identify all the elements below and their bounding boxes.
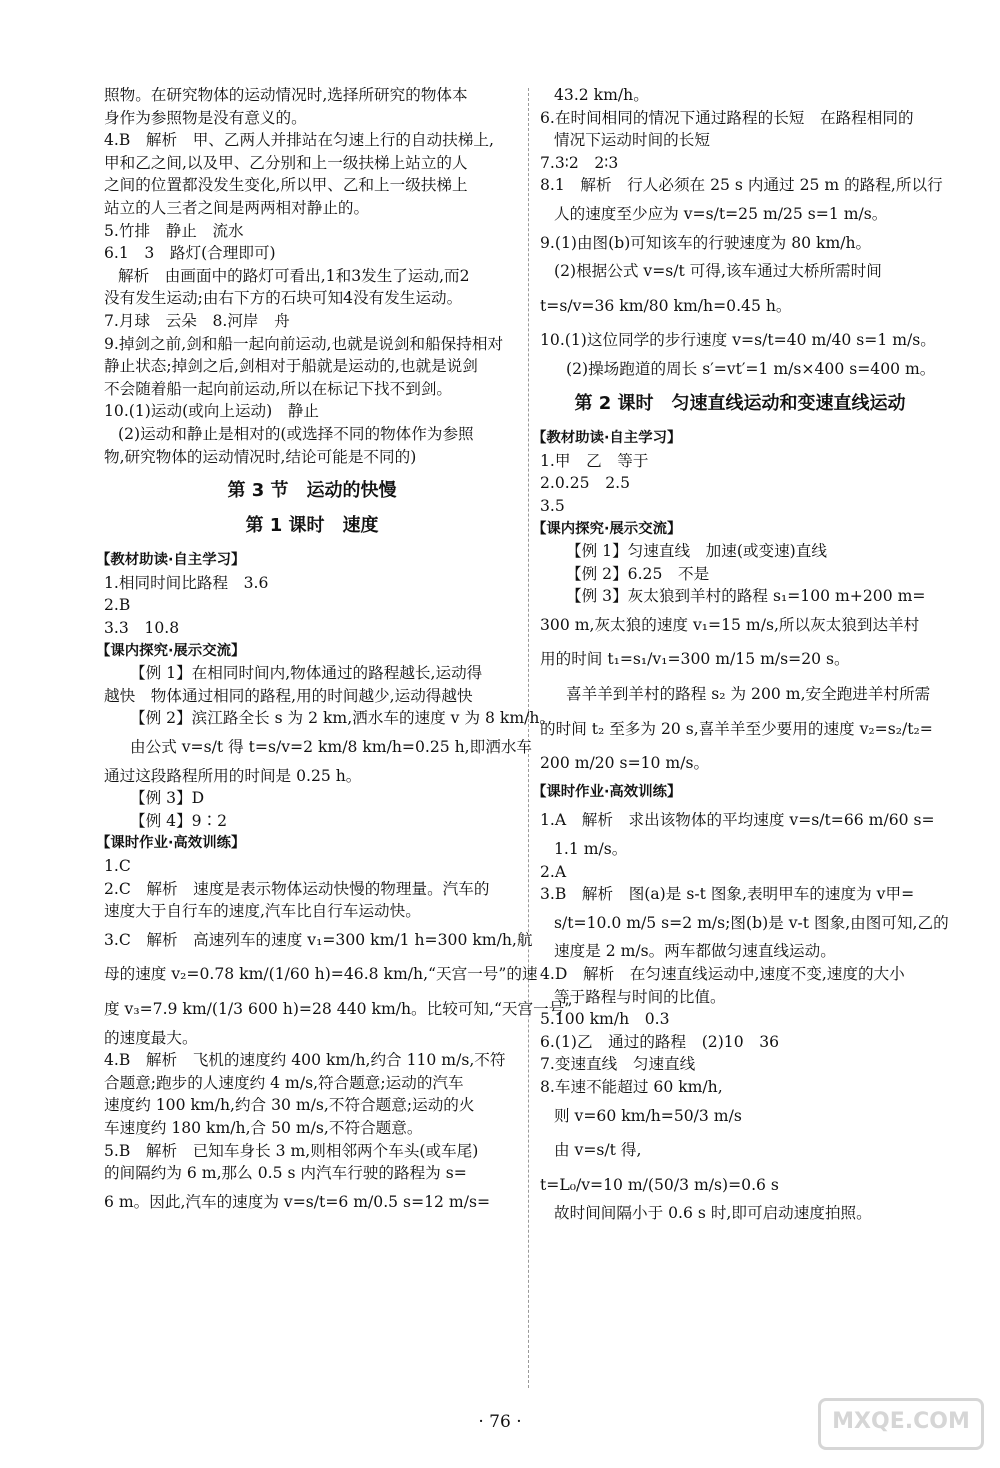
- text-line: (2)运动和静止是相对的(或选择不同的物体作为参照: [118, 424, 474, 443]
- text-line: 9.掉剑之前,剑和船一起向前运动,也就是说剑和船保持相对: [104, 334, 504, 353]
- text-line: (2)操场跑道的周长 s′=vt′=1 m/s×400 s=400 m。: [566, 359, 936, 378]
- text-line: 情况下运动时间的长短: [554, 131, 710, 150]
- section-title: 第 2 课时 匀速直线运动和变速直线运动: [574, 392, 906, 414]
- text-line: 照物。在研究物体的运动情况时,选择所研究的物体本: [104, 86, 468, 104]
- text-line: 甲和乙之间,以及甲、乙分别和上一级扶梯上站立的人: [104, 153, 468, 172]
- text-line: 静止状态;掉剑之后,剑相对于船就是运动的,也就是说剑: [104, 357, 478, 376]
- text-line: 解析 由画面中的路灯可看出,1和3发生了运动,而2: [118, 266, 470, 285]
- text-line: 3.C 解析 高速列车的速度 v₁=300 km/1 h=300 km/h,航: [104, 930, 533, 949]
- text-line: 由公式 v=s/t 得 t=s/v=2 km/8 km/h=0.25 h,即洒水车: [130, 738, 533, 757]
- text-line: 4.B 解析 甲、乙两人并排站在匀速上行的自动扶梯上,: [104, 131, 494, 150]
- text-line: 5.100 km/h 0.3: [540, 1010, 670, 1029]
- text-line: 速度大于自行车的速度,汽车比自行车运动快。: [104, 902, 421, 921]
- text-line: t=L₀/v=10 m/(50/3 m/s)=0.6 s: [540, 1175, 779, 1194]
- text-line: 【例 1】匀速直线 加速(或变速)直线: [566, 542, 827, 561]
- text-line: 度 v₃=7.9 km/(1/3 600 h)=28 440 km/h。比较可知,“天宫一号”: [104, 999, 573, 1018]
- text-line: (2)根据公式 v=s/t 可得,该车通过大桥所需时间: [554, 262, 882, 281]
- text-line: 速度是 2 m/s。两车都做匀速直线运动。: [554, 942, 836, 961]
- text-line: 则 v=60 km/h=50/3 m/s: [554, 1106, 742, 1125]
- text-line: 【例 3】灰太狼到羊村的路程 s₁=100 m+200 m=: [566, 587, 926, 606]
- text-line: 8.1 解析 行人必须在 25 s 内通过 25 m 的路程,所以行: [540, 176, 943, 195]
- text-line: 200 m/20 s=10 m/s。: [540, 754, 710, 773]
- text-line: 不会随着船一起向前运动,所以在标记下找不到剑。: [104, 379, 453, 398]
- text-line: 8.车速不能超过 60 km/h,: [540, 1077, 723, 1096]
- text-line: 43.2 km/h。: [554, 86, 649, 104]
- text-line: 5.竹排 静止 流水: [104, 221, 244, 240]
- text-line: 2.0.25 2.5: [540, 474, 630, 493]
- section-title: 第 3 节 运动的快慢: [227, 480, 397, 502]
- text-line: 【例 4】9∶2: [130, 811, 228, 830]
- text-line: 9.(1)由图(b)可知该车的行驶速度为 80 km/h。: [540, 233, 872, 252]
- text-line: 5.B 解析 已知车身长 3 m,则相邻两个车头(或车尾): [104, 1141, 479, 1160]
- text-line: 1.甲 乙 等于: [540, 451, 649, 470]
- subsection-header: 【教材助读·自主学习】: [96, 552, 246, 569]
- text-line: 【例 3】D: [130, 789, 205, 808]
- text-line: 300 m,灰太狼的速度 v₁=15 m/s,所以灰太狼到达羊村: [540, 615, 920, 634]
- page-number: · 76 ·: [478, 1412, 522, 1432]
- text-line: 1.1 m/s。: [554, 840, 628, 859]
- text-line: t=s/v=36 km/80 km/h=0.45 h。: [540, 296, 792, 315]
- text-line: 用的时间 t₁=s₁/v₁=300 m/15 m/s=20 s。: [540, 650, 850, 669]
- text-line: 2.C 解析 速度是表示物体运动快慢的物理量。汽车的: [104, 879, 490, 898]
- text-line: 4.D 解析 在匀速直线运动中,速度不变,速度的大小: [540, 965, 905, 983]
- text-line: 物,研究物体的运动情况时,结论可能是不同的): [104, 447, 417, 466]
- text-line: 速度约 100 km/h,约合 30 m/s,不符合题意;运动的火: [104, 1096, 475, 1115]
- text-line: 2.B: [104, 596, 131, 615]
- text-line: 人的速度至少应为 v=s/t=25 m/25 s=1 m/s。: [554, 204, 888, 223]
- text-line: 4.B 解析 飞机的速度约 400 km/h,约合 110 m/s,不符: [104, 1051, 506, 1070]
- text-line: 等于路程与时间的比值。: [554, 987, 726, 1006]
- text-line: 1.C: [104, 857, 131, 875]
- text-line: 1.相同时间比路程 3.6: [104, 573, 269, 592]
- text-line: 由 v=s/t 得,: [554, 1141, 642, 1160]
- text-line: 站立的人三者之间是两两相对静止的。: [104, 198, 370, 217]
- text-line: s/t=10.0 m/5 s=2 m/s;图(b)是 v-t 图象,由图可知,乙的: [554, 913, 949, 932]
- text-line: 6.(1)乙 通过的路程 (2)10 36: [540, 1032, 780, 1051]
- subsection-header: 【教材助读·自主学习】: [532, 430, 682, 447]
- text-line: 2.A: [540, 862, 567, 881]
- section-title: 第 1 课时 速度: [245, 514, 379, 536]
- subsection-header: 【课时作业·高效训练】: [96, 835, 246, 852]
- text-line: 10.(1)运动(或向上运动) 静止: [104, 402, 319, 421]
- watermark-logo: MXQE.COM: [818, 1398, 984, 1450]
- right-column: [532, 84, 949, 1225]
- text-line: 喜羊羊到羊村的路程 s₂ 为 200 m,安全跑进羊村所需: [566, 685, 931, 704]
- text-line: 7.3∶2 2∶3: [540, 153, 619, 172]
- text-line: 的间隔约为 6 m,那么 0.5 s 内汽车行驶的路程为 s=: [104, 1164, 467, 1183]
- text-line: 10.(1)这位同学的步行速度 v=s/t=40 m/40 s=1 m/s。: [540, 331, 936, 350]
- subsection-header: 【课内探究·展示交流】: [532, 520, 682, 537]
- text-line: 合题意;跑步的人速度约 4 m/s,符合题意;运动的汽车: [104, 1073, 464, 1092]
- text-line: 【例 2】滨江路全长 s 为 2 km,洒水车的速度 v 为 8 km/h。: [130, 709, 556, 728]
- text-line: 车速度约 180 km/h,合 50 m/s,不符合题意。: [104, 1118, 423, 1137]
- text-line: 6 m。因此,汽车的速度为 v=s/t=6 m/0.5 s=12 m/s=: [104, 1192, 491, 1211]
- text-line: 母的速度 v₂=0.78 km/(1/60 h)=46.8 km/h,“天宫一号”的速: [104, 965, 538, 984]
- text-line: 7.变速直线 匀速直线: [540, 1055, 696, 1074]
- text-line: 【例 2】6.25 不是: [566, 564, 710, 583]
- text-line: 6.1 3 路灯(合理即可): [104, 244, 276, 263]
- text-line: 故时间间隔小于 0.6 s 时,即可启动速度拍照。: [554, 1204, 872, 1223]
- text-line: 6.在时间相同的情况下通过路程的长短 在路程相同的: [540, 108, 914, 127]
- text-line: 【例 1】在相同时间内,物体通过的路程越长,运动得: [130, 664, 483, 683]
- text-line: 1.A 解析 求出该物体的平均速度 v=s/t=66 m/60 s=: [540, 811, 935, 830]
- text-line: 3.B 解析 图(a)是 s-t 图象,表明甲车的速度为 v甲=: [540, 885, 915, 904]
- text-line: 3.3 10.8: [104, 619, 180, 638]
- text-line: 越快 物体通过相同的路程,用的时间越少,运动得越快: [104, 686, 473, 705]
- text-line: 7.月球 云朵 8.河岸 舟: [104, 311, 290, 330]
- text-line: 之间的位置都没发生变化,所以甲、乙和上一级扶梯上: [104, 176, 468, 195]
- subsection-header: 【课内探究·展示交流】: [96, 642, 246, 659]
- text-line: 没有发生运动;由右下方的石块可知4没有发生运动。: [104, 289, 463, 308]
- subsection-header: 【课时作业·高效训练】: [532, 783, 682, 800]
- text-line: 身作为参照物是没有意义的。: [104, 108, 307, 127]
- text-line: 3.5: [540, 496, 565, 515]
- text-line: 的时间 t₂ 至多为 20 s,喜羊羊至少要用的速度 v₂=s₂/t₂=: [540, 719, 933, 738]
- text-line: 的速度最大。: [104, 1028, 198, 1047]
- text-line: 通过这段路程所用的时间是 0.25 h。: [104, 766, 362, 785]
